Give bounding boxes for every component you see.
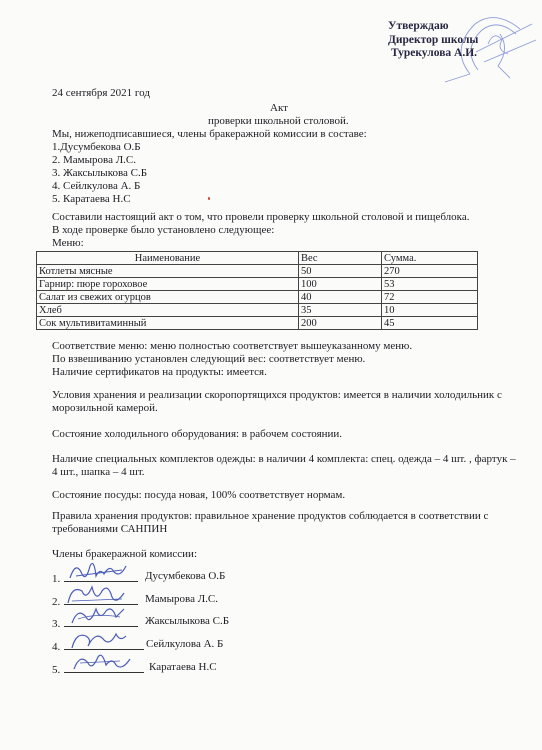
document-date: 24 сентября 2021 год	[52, 87, 150, 99]
finding-line: Наличие сертификатов на продукты: имеется.	[52, 366, 267, 378]
table-row	[37, 265, 478, 278]
approval-line-director: Турекулова А.И.	[391, 47, 478, 59]
table-cell-name: Салат из свежих огурцов	[37, 291, 299, 304]
table-cell-weight: 40	[299, 291, 382, 304]
table-cell-sum: 53	[382, 278, 478, 291]
approval-line-approve: Утверждаю	[388, 20, 449, 32]
approval-block	[388, 20, 478, 61]
conclusion-paragraph	[52, 211, 469, 250]
fridge-line: Состояние холодильного оборудования: в рабочем состоянии.	[52, 428, 343, 440]
dishes-paragraph	[52, 489, 345, 502]
table-row	[37, 291, 478, 304]
column-header-sum: Сумма.	[382, 252, 478, 265]
rules-line: Правила хранения продуктов: правильное хранение продуктов соблюдается в соответствии с	[52, 510, 489, 522]
storage-paragraph	[52, 389, 502, 415]
findings-paragraph	[52, 340, 412, 379]
rules-paragraph	[52, 510, 488, 536]
table-row	[37, 317, 478, 330]
conclusion-line: В ходе проверке было установлено следующее:	[52, 224, 275, 236]
ink-mark	[208, 197, 210, 200]
finding-line: Соответствие меню: меню полностью соответствует вышеуказанному меню.	[52, 340, 413, 352]
commission-member: 2. Мамырова Л.С.	[52, 154, 136, 166]
document-title: Акт	[270, 102, 288, 114]
storage-line: Условия хранения и реализации скоропортящихся продуктов: имеется в наличии холодильник с	[52, 389, 502, 401]
table-cell-sum: 270	[382, 265, 478, 278]
conclusion-line: Составили настоящий акт о том, что провели проверку школьной столовой и пищеблока.	[52, 211, 470, 223]
signature-name: Мамырова Л.С.	[145, 593, 218, 605]
table-cell-name: Гарнир: пюре гороховое	[37, 278, 299, 291]
conclusion-line: Меню:	[52, 237, 84, 249]
clothing-line: Наличие специальных комплектов одежды: в наличии 4 комплекта: спец. одежда – 4 шт. , фартук –	[52, 453, 516, 465]
signature-number: 4.	[52, 641, 61, 653]
signature-number: 5.	[52, 664, 61, 676]
table-cell-sum: 10	[382, 304, 478, 317]
storage-line: морозильной камерой.	[52, 402, 158, 414]
table-cell-name: Сок мультивитаминный	[37, 317, 299, 330]
clothing-paragraph	[52, 453, 516, 479]
commission-member: 1.Дусумбекова О.Б	[52, 141, 141, 153]
table-cell-name: Котлеты мясные	[37, 265, 299, 278]
table-cell-weight: 35	[299, 304, 382, 317]
table-cell-weight: 200	[299, 317, 382, 330]
handwritten-signature-5	[70, 649, 134, 675]
table-cell-name: Хлеб	[37, 304, 299, 317]
table-cell-weight: 100	[299, 278, 382, 291]
column-header-name: Наименование	[37, 252, 299, 265]
clothing-line: 4 шт., шапка – 4 шт.	[52, 466, 145, 478]
signature-name: Дусумбекова О.Б	[145, 570, 226, 582]
commission-member: 4. Сейлкулова А. Б	[52, 180, 141, 192]
rules-line: требованиями САНПИН	[52, 523, 168, 535]
table-row	[37, 304, 478, 317]
signature-number: 3.	[52, 618, 61, 630]
table-cell-weight: 50	[299, 265, 382, 278]
document-subtitle: проверки школьной столовой.	[208, 115, 349, 127]
table-cell-sum: 45	[382, 317, 478, 330]
table-row	[37, 278, 478, 291]
dishes-line: Состояние посуды: посуда новая, 100% соответствует нормам.	[52, 489, 346, 501]
signature-name: Жаксылыкова С.Б	[145, 615, 230, 627]
intro-paragraph	[52, 128, 367, 206]
signature-name: Сейлкулова А. Б	[146, 638, 224, 650]
column-header-weight: Вес	[299, 252, 382, 265]
commission-member: 3. Жаксылыкова С.Б	[52, 167, 148, 179]
finding-line: По взвешиванию установлен следующий вес: соответствует меню.	[52, 353, 366, 365]
signature-name: Каратаева Н.С	[149, 661, 217, 673]
signature-number: 2.	[52, 596, 61, 608]
fridge-paragraph	[52, 428, 342, 441]
menu-table	[36, 251, 478, 330]
members-title-text: Члены бракеражной комиссии:	[52, 548, 198, 560]
table-header-row	[37, 252, 478, 265]
commission-member: 5. Каратаева Н.С	[52, 193, 131, 205]
approval-line-position: Директор школы	[388, 33, 479, 46]
intro-text: Мы, нижеподписавшиеся, члены бракеражной комиссии в составе:	[52, 128, 367, 140]
table-cell-sum: 72	[382, 291, 478, 304]
signature-number: 1.	[52, 573, 61, 585]
